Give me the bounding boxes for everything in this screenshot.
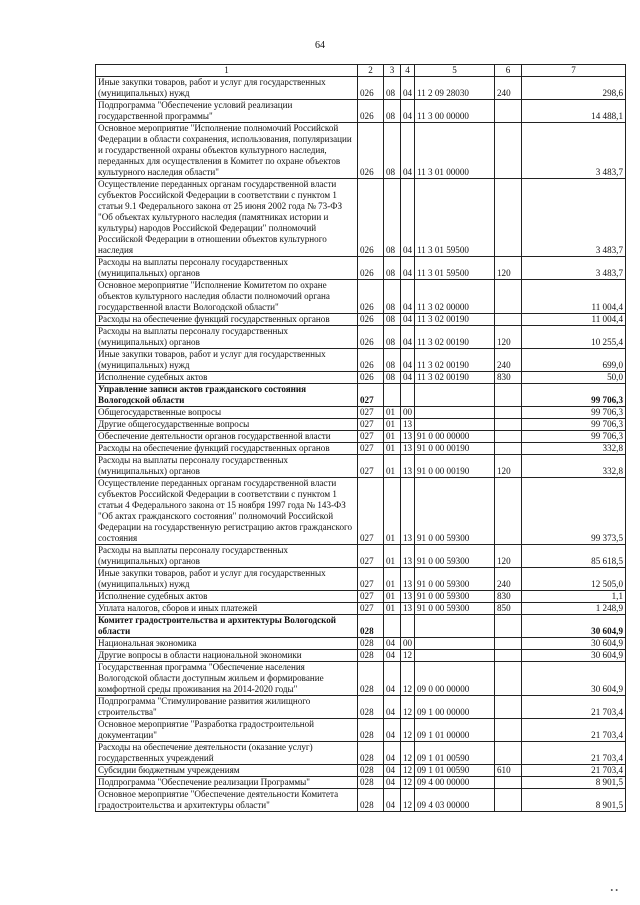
- row-code-cell: [415, 384, 495, 407]
- row-code-cell: [415, 419, 495, 431]
- row-code-cell: 01: [384, 431, 401, 443]
- row-amount-cell: 99 706,3: [522, 431, 626, 443]
- row-amount-cell: 699,0: [522, 349, 626, 372]
- table-row: [96, 545, 626, 568]
- row-code-cell: 01: [384, 603, 401, 615]
- row-code-cell: 01: [384, 478, 401, 545]
- row-code-cell: 12: [401, 662, 415, 696]
- table-row: [96, 443, 626, 455]
- row-code-cell: 028: [358, 615, 384, 638]
- row-code-cell: [384, 615, 401, 638]
- row-code-cell: [495, 443, 522, 455]
- table-row: [96, 650, 626, 662]
- row-amount-cell: 8 901,5: [522, 777, 626, 789]
- row-code-cell: 028: [358, 638, 384, 650]
- row-code-cell: 027: [358, 431, 384, 443]
- row-code-cell: 13: [401, 591, 415, 603]
- row-code-cell: 027: [358, 478, 384, 545]
- row-code-cell: 830: [495, 372, 522, 384]
- row-name-cell: Подпрограмма "Обеспечение условий реализации государственной программы": [96, 100, 358, 123]
- row-code-cell: 04: [401, 123, 415, 179]
- row-code-cell: 12: [401, 789, 415, 812]
- row-code-cell: [495, 100, 522, 123]
- row-amount-cell: 21 703,4: [522, 696, 626, 719]
- row-name-cell: Расходы на выплаты персоналу государственных (муниципальных) органов: [96, 455, 358, 478]
- table-row: [96, 372, 626, 384]
- row-code-cell: [495, 123, 522, 179]
- row-code-cell: [415, 407, 495, 419]
- row-code-cell: 12: [401, 650, 415, 662]
- row-code-cell: 91 0 00 00000: [415, 431, 495, 443]
- row-amount-cell: 3 483,7: [522, 257, 626, 280]
- table-row: [96, 478, 626, 545]
- row-code-cell: 12: [401, 696, 415, 719]
- row-code-cell: 11 3 01 59500: [415, 257, 495, 280]
- row-code-cell: [495, 419, 522, 431]
- header-cell: 7: [522, 65, 626, 77]
- row-code-cell: 08: [384, 77, 401, 100]
- table-row: [96, 314, 626, 326]
- row-code-cell: 04: [384, 696, 401, 719]
- row-amount-cell: 12 505,0: [522, 568, 626, 591]
- row-code-cell: 026: [358, 257, 384, 280]
- row-name-cell: Расходы на выплаты персоналу государственных (муниципальных) органов: [96, 545, 358, 568]
- row-name-cell: Государственная программа "Обеспечение населения Вологодской области доступным жильем и формирование комфортной среды проживания на 2014-2020 годы": [96, 662, 358, 696]
- row-name-cell: Подпрограмма "Стимулирование развития жилищного строительства": [96, 696, 358, 719]
- row-code-cell: 027: [358, 455, 384, 478]
- row-code-cell: 240: [495, 349, 522, 372]
- table-row: [96, 591, 626, 603]
- row-code-cell: 13: [401, 478, 415, 545]
- row-code-cell: [495, 384, 522, 407]
- row-code-cell: 08: [384, 179, 401, 257]
- row-code-cell: 120: [495, 545, 522, 568]
- row-code-cell: 08: [384, 349, 401, 372]
- row-code-cell: [495, 719, 522, 742]
- row-code-cell: 13: [401, 431, 415, 443]
- row-code-cell: 04: [384, 662, 401, 696]
- row-code-cell: 12: [401, 719, 415, 742]
- row-code-cell: 13: [401, 455, 415, 478]
- row-code-cell: 04: [384, 777, 401, 789]
- row-code-cell: 01: [384, 591, 401, 603]
- header-cell: 5: [415, 65, 495, 77]
- row-code-cell: [495, 638, 522, 650]
- row-code-cell: 120: [495, 455, 522, 478]
- row-code-cell: 04: [401, 314, 415, 326]
- row-code-cell: 09 0 00 00000: [415, 662, 495, 696]
- row-code-cell: [495, 650, 522, 662]
- table-row: [96, 719, 626, 742]
- row-code-cell: 09 4 00 00000: [415, 777, 495, 789]
- row-code-cell: 08: [384, 372, 401, 384]
- row-code-cell: 830: [495, 591, 522, 603]
- row-code-cell: [384, 384, 401, 407]
- row-amount-cell: 99 706,3: [522, 419, 626, 431]
- row-amount-cell: 11 004,4: [522, 280, 626, 314]
- row-code-cell: 028: [358, 719, 384, 742]
- row-code-cell: 08: [384, 314, 401, 326]
- row-code-cell: 04: [401, 100, 415, 123]
- row-name-cell: Исполнение судебных актов: [96, 591, 358, 603]
- table-row: [96, 696, 626, 719]
- row-code-cell: 01: [384, 443, 401, 455]
- row-code-cell: [495, 179, 522, 257]
- row-code-cell: 13: [401, 568, 415, 591]
- row-code-cell: 09 1 00 00000: [415, 696, 495, 719]
- row-code-cell: 027: [358, 568, 384, 591]
- header-cell: 3: [384, 65, 401, 77]
- row-code-cell: 11 3 02 00190: [415, 314, 495, 326]
- header-cell: 6: [495, 65, 522, 77]
- row-code-cell: 026: [358, 100, 384, 123]
- table-header-row: [96, 65, 626, 77]
- header-cell: 1: [96, 65, 358, 77]
- row-code-cell: 11 3 01 59500: [415, 179, 495, 257]
- row-code-cell: [401, 615, 415, 638]
- row-code-cell: 026: [358, 326, 384, 349]
- row-code-cell: 026: [358, 314, 384, 326]
- row-name-cell: Осуществление переданных органам государственной власти субъектов Российской Федерации в соответствии с пунктом 1 статьи 9.1 Федерального закона от 25 июня 2002 года № 73-ФЗ "Об объектах культурного наследия (памятниках истории и культуры) народов Российской Федерации" полномочий Российской Федерации в отношении объектов культурного наследия: [96, 179, 358, 257]
- row-amount-cell: 3 483,7: [522, 123, 626, 179]
- row-code-cell: 08: [384, 123, 401, 179]
- table-row: [96, 568, 626, 591]
- row-code-cell: 04: [401, 77, 415, 100]
- row-code-cell: 026: [358, 372, 384, 384]
- row-name-cell: Основное мероприятие "Обеспечение деятельности Комитета градостроительства и архитектуры области": [96, 789, 358, 812]
- row-name-cell: Комитет градостроительства и архитектуры Вологодской области: [96, 615, 358, 638]
- table-row: [96, 326, 626, 349]
- row-name-cell: Осуществление переданных органам государственной власти субъектов Российской Федерации в соответствии с пунктом 1 статьи 4 Федерального закона от 15 ноября 1997 года № 143-ФЗ "Об актах гражданского состояния" полномочий Российской Федерации на государственную регистрацию актов гражданского состояния: [96, 478, 358, 545]
- row-code-cell: 13: [401, 545, 415, 568]
- row-code-cell: [495, 478, 522, 545]
- row-code-cell: [495, 662, 522, 696]
- row-code-cell: 027: [358, 545, 384, 568]
- row-code-cell: 04: [384, 638, 401, 650]
- table-row: [96, 123, 626, 179]
- table-row: [96, 431, 626, 443]
- row-code-cell: 09 1 01 00590: [415, 742, 495, 765]
- row-code-cell: 026: [358, 77, 384, 100]
- row-name-cell: Субсидии бюджетным учреждениям: [96, 765, 358, 777]
- row-code-cell: 04: [384, 650, 401, 662]
- table-row: [96, 419, 626, 431]
- row-code-cell: 04: [401, 372, 415, 384]
- row-amount-cell: 21 703,4: [522, 765, 626, 777]
- row-amount-cell: 298,6: [522, 77, 626, 100]
- row-name-cell: Управление записи актов гражданского состояния Вологодской области: [96, 384, 358, 407]
- row-code-cell: 91 0 00 00190: [415, 455, 495, 478]
- row-code-cell: 04: [384, 765, 401, 777]
- row-amount-cell: 99 706,3: [522, 407, 626, 419]
- row-code-cell: 00: [401, 638, 415, 650]
- row-name-cell: Основное мероприятие "Исполнение Комитетом по охране объектов культурного наследия области полномочий органа государственной власти Вологодской области": [96, 280, 358, 314]
- row-amount-cell: 30 604,9: [522, 662, 626, 696]
- row-amount-cell: 14 488,1: [522, 100, 626, 123]
- row-name-cell: Расходы на выплаты персоналу государственных (муниципальных) органов: [96, 326, 358, 349]
- table-row: [96, 615, 626, 638]
- row-code-cell: 13: [401, 443, 415, 455]
- row-code-cell: [495, 615, 522, 638]
- row-code-cell: 850: [495, 603, 522, 615]
- row-name-cell: Другие вопросы в области национальной экономики: [96, 650, 358, 662]
- row-code-cell: 09 1 01 00000: [415, 719, 495, 742]
- table-row: [96, 765, 626, 777]
- table-row: [96, 179, 626, 257]
- row-code-cell: 028: [358, 650, 384, 662]
- row-code-cell: 027: [358, 407, 384, 419]
- row-code-cell: 91 0 00 59300: [415, 603, 495, 615]
- row-code-cell: 11 3 02 00190: [415, 326, 495, 349]
- row-code-cell: 027: [358, 384, 384, 407]
- row-code-cell: 01: [384, 545, 401, 568]
- row-code-cell: 04: [401, 280, 415, 314]
- row-amount-cell: 85 618,5: [522, 545, 626, 568]
- row-amount-cell: 21 703,4: [522, 719, 626, 742]
- header-cell: 2: [358, 65, 384, 77]
- row-name-cell: Расходы на обеспечение функций государственных органов: [96, 443, 358, 455]
- row-code-cell: 04: [401, 326, 415, 349]
- row-code-cell: 11 3 01 00000: [415, 123, 495, 179]
- row-code-cell: 01: [384, 455, 401, 478]
- table-row: [96, 384, 626, 407]
- row-code-cell: 11 3 02 00190: [415, 372, 495, 384]
- row-amount-cell: 99 706,3: [522, 384, 626, 407]
- row-name-cell: Расходы на обеспечение функций государственных органов: [96, 314, 358, 326]
- row-code-cell: [415, 650, 495, 662]
- row-code-cell: [415, 615, 495, 638]
- row-code-cell: 01: [384, 568, 401, 591]
- row-code-cell: 610: [495, 765, 522, 777]
- table-row: [96, 789, 626, 812]
- row-code-cell: 04: [384, 719, 401, 742]
- table-row: [96, 662, 626, 696]
- row-amount-cell: 50,0: [522, 372, 626, 384]
- row-code-cell: 240: [495, 77, 522, 100]
- row-name-cell: Другие общегосударственные вопросы: [96, 419, 358, 431]
- row-code-cell: 91 0 00 59300: [415, 591, 495, 603]
- table-row: [96, 349, 626, 372]
- row-code-cell: 028: [358, 742, 384, 765]
- row-name-cell: Иные закупки товаров, работ и услуг для государственных (муниципальных) нужд: [96, 349, 358, 372]
- row-amount-cell: 8 901,5: [522, 789, 626, 812]
- row-code-cell: 08: [384, 326, 401, 349]
- row-name-cell: Иные закупки товаров, работ и услуг для государственных (муниципальных) нужд: [96, 77, 358, 100]
- row-code-cell: 04: [401, 349, 415, 372]
- row-code-cell: 028: [358, 765, 384, 777]
- row-amount-cell: 1,1: [522, 591, 626, 603]
- row-code-cell: 027: [358, 419, 384, 431]
- row-code-cell: 026: [358, 179, 384, 257]
- row-code-cell: 028: [358, 789, 384, 812]
- table-row: [96, 603, 626, 615]
- row-code-cell: 08: [384, 280, 401, 314]
- row-code-cell: [495, 696, 522, 719]
- table-row: [96, 100, 626, 123]
- row-code-cell: [495, 407, 522, 419]
- row-code-cell: [495, 314, 522, 326]
- row-name-cell: Иные закупки товаров, работ и услуг для государственных (муниципальных) нужд: [96, 568, 358, 591]
- row-code-cell: 026: [358, 349, 384, 372]
- row-code-cell: 91 0 00 59300: [415, 478, 495, 545]
- row-name-cell: Основное мероприятие "Исполнение полномочий Российской Федерации в области сохранения, использования, популяризации и государственной охраны объектов культурного наследия, переданных для осуществления в Комитет по охране объектов культурного наследия области": [96, 123, 358, 179]
- row-amount-cell: 30 604,9: [522, 615, 626, 638]
- table-row: [96, 407, 626, 419]
- scan-mark: • •: [610, 886, 618, 895]
- row-code-cell: [495, 431, 522, 443]
- table-row: [96, 777, 626, 789]
- row-code-cell: 91 0 00 59300: [415, 568, 495, 591]
- row-code-cell: 240: [495, 568, 522, 591]
- row-code-cell: 028: [358, 777, 384, 789]
- row-code-cell: 08: [384, 257, 401, 280]
- row-code-cell: [495, 742, 522, 765]
- row-amount-cell: 10 255,4: [522, 326, 626, 349]
- table-body: [96, 77, 626, 812]
- row-code-cell: 11 2 09 28030: [415, 77, 495, 100]
- row-code-cell: 027: [358, 603, 384, 615]
- row-code-cell: 11 3 02 00190: [415, 349, 495, 372]
- row-name-cell: Обеспечение деятельности органов государственной власти: [96, 431, 358, 443]
- row-amount-cell: 11 004,4: [522, 314, 626, 326]
- row-code-cell: 11 3 00 00000: [415, 100, 495, 123]
- row-code-cell: 028: [358, 696, 384, 719]
- row-code-cell: 09 4 03 00000: [415, 789, 495, 812]
- row-code-cell: 91 0 00 00190: [415, 443, 495, 455]
- row-code-cell: [495, 789, 522, 812]
- row-code-cell: 027: [358, 443, 384, 455]
- row-amount-cell: 21 703,4: [522, 742, 626, 765]
- row-code-cell: 04: [384, 789, 401, 812]
- row-code-cell: 01: [384, 407, 401, 419]
- row-amount-cell: 332,8: [522, 455, 626, 478]
- row-code-cell: 08: [384, 100, 401, 123]
- row-code-cell: [495, 777, 522, 789]
- row-code-cell: 026: [358, 280, 384, 314]
- row-code-cell: [495, 280, 522, 314]
- row-code-cell: 04: [384, 742, 401, 765]
- row-code-cell: 04: [401, 257, 415, 280]
- table-row: [96, 638, 626, 650]
- row-code-cell: 01: [384, 419, 401, 431]
- row-code-cell: 027: [358, 591, 384, 603]
- row-name-cell: Расходы на выплаты персоналу государственных (муниципальных) органов: [96, 257, 358, 280]
- row-code-cell: 12: [401, 777, 415, 789]
- table-row: [96, 742, 626, 765]
- row-amount-cell: 30 604,9: [522, 638, 626, 650]
- row-code-cell: 04: [401, 179, 415, 257]
- table-row: [96, 257, 626, 280]
- row-amount-cell: 332,8: [522, 443, 626, 455]
- row-code-cell: 91 0 00 59300: [415, 545, 495, 568]
- row-code-cell: [401, 384, 415, 407]
- row-amount-cell: 99 373,5: [522, 478, 626, 545]
- row-amount-cell: 3 483,7: [522, 179, 626, 257]
- row-code-cell: 13: [401, 603, 415, 615]
- row-code-cell: 00: [401, 407, 415, 419]
- budget-table: [95, 64, 626, 812]
- row-amount-cell: 1 248,9: [522, 603, 626, 615]
- row-name-cell: Исполнение судебных актов: [96, 372, 358, 384]
- row-code-cell: 028: [358, 662, 384, 696]
- row-code-cell: 13: [401, 419, 415, 431]
- row-name-cell: Основное мероприятие "Разработка градостроительной документации": [96, 719, 358, 742]
- row-name-cell: Уплата налогов, сборов и иных платежей: [96, 603, 358, 615]
- row-code-cell: [415, 638, 495, 650]
- row-name-cell: Национальная экономика: [96, 638, 358, 650]
- row-name-cell: Подпрограмма "Обеспечение реализации Программы": [96, 777, 358, 789]
- row-amount-cell: 30 604,9: [522, 650, 626, 662]
- row-name-cell: Общегосударственные вопросы: [96, 407, 358, 419]
- table-row: [96, 77, 626, 100]
- row-name-cell: Расходы на обеспечение деятельности (оказание услуг) государственных учреждений: [96, 742, 358, 765]
- row-code-cell: 120: [495, 326, 522, 349]
- table-row: [96, 280, 626, 314]
- row-code-cell: 120: [495, 257, 522, 280]
- table-row: [96, 455, 626, 478]
- row-code-cell: 12: [401, 765, 415, 777]
- row-code-cell: 026: [358, 123, 384, 179]
- row-code-cell: 09 1 01 00590: [415, 765, 495, 777]
- row-code-cell: 11 3 02 00000: [415, 280, 495, 314]
- row-code-cell: 12: [401, 742, 415, 765]
- page-number: 64: [315, 40, 325, 51]
- header-cell: 4: [401, 65, 415, 77]
